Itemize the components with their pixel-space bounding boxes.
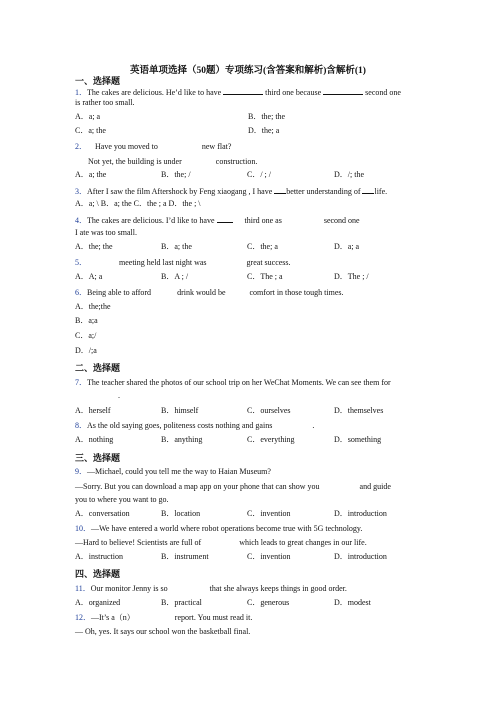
question-number: 4． <box>75 216 87 225</box>
option-b: B．A ; / <box>161 272 189 281</box>
section-heading: 四、选择题 <box>75 569 121 579</box>
question-number: 3． <box>75 187 87 196</box>
question-12: 12．—It’s a（n） report. You must read it. <box>75 613 253 622</box>
blank <box>223 86 263 95</box>
option-d: D．introduction <box>334 552 387 561</box>
option-d: D．The ; / <box>334 272 369 281</box>
question-9-line2: —Sorry. But you can download a map app on your phone that can show you and guide <box>75 482 391 491</box>
option-c: C．a;/ <box>75 331 97 340</box>
option-a: A．the;the <box>75 302 111 311</box>
option-a: A．organized <box>75 598 121 607</box>
option-d: D．themselves <box>334 406 384 415</box>
option-c: C．/ ; / <box>247 170 272 179</box>
section-heading: 二、选择题 <box>75 363 121 373</box>
option-d: D．a; a <box>334 242 360 251</box>
option-c: C．everything <box>247 435 295 444</box>
question-9: 9．—Michael, could you tell me the way to Haian Museum? <box>75 467 271 476</box>
section-heading: 三、选择题 <box>75 453 121 463</box>
option-b: B．location <box>161 509 201 518</box>
question-9-line3: you to where you want to go. <box>75 495 169 504</box>
option-d: D．/; the <box>334 170 364 179</box>
question-3: 3．After I saw the film Aftershock by Feng xiaogang , I have better understanding of life. <box>75 187 388 196</box>
option-b: B．a;a <box>75 316 98 325</box>
option-d: D．the; a <box>248 126 280 135</box>
question-number: 1． <box>75 88 87 97</box>
question-number: 8． <box>75 421 87 430</box>
option-a: A．A; a <box>75 272 103 281</box>
question-7-line2: . <box>118 391 120 400</box>
question-2: 2． Have you moved to new flat? <box>75 142 232 151</box>
question-number: 12． <box>75 613 91 622</box>
question-7: 7．The teacher shared the photos of our school trip on her WeChat Moments. We can see them for <box>75 378 391 387</box>
section-heading: 一、选择题 <box>75 76 121 86</box>
option-c: C．invention <box>247 509 291 518</box>
option-d: D．introduction <box>334 509 387 518</box>
option-c: C．the; a <box>247 242 278 251</box>
option-d: D．something <box>334 435 382 444</box>
question-6: 6．Being able to afford drink would be comfort in those tough times. <box>75 288 344 297</box>
option-a: A．conversation <box>75 509 130 518</box>
option-c: C．The ; a <box>247 272 283 281</box>
option-a: A．nothing <box>75 435 114 444</box>
blank <box>362 185 374 194</box>
option-c: C．a; the <box>75 126 106 135</box>
question-number: 7． <box>75 378 87 387</box>
page-title: 英语单项选择（50题）专项练习(含答案和解析)含解析(1) <box>130 66 366 76</box>
option-c: C．generous <box>247 598 290 607</box>
question-number: 9． <box>75 467 87 476</box>
blank <box>274 185 286 194</box>
question-12-line2: — Oh, yes. It says our school won the basketball final. <box>75 627 251 636</box>
option-d: D．/;a <box>75 346 97 355</box>
question-10: 10．—We have entered a world where robot operations become true with 5G technology. <box>75 524 363 533</box>
question-number: 5． <box>75 258 87 267</box>
question-4: 4．The cakes are delicious. I’d like to have third one as second one <box>75 216 360 225</box>
question-number: 11． <box>75 584 91 593</box>
option-b: B．anything <box>161 435 203 444</box>
question-10-line2: —Hard to believe! Scientists are full of which leads to great changes in our life. <box>75 538 367 547</box>
question-8: 8．As the old saying goes, politeness costs nothing and gains . <box>75 421 315 430</box>
blank <box>217 214 233 223</box>
option-b: B．practical <box>161 598 202 607</box>
options-row: A．a; \ B．a; the C．the ; a D．the ; \ <box>75 199 201 208</box>
option-a: A．a; a <box>75 112 101 121</box>
option-a: A．instruction <box>75 552 123 561</box>
blank <box>323 86 363 95</box>
question-11: 11．Our monitor Jenny is so that she always keeps things in good order. <box>75 584 347 593</box>
option-b: B．a; the <box>161 242 192 251</box>
question-number: 2． <box>75 142 87 151</box>
option-d: D．modest <box>334 598 371 607</box>
question-1-line2: is rather too small. <box>75 98 135 107</box>
option-b: B．the; / <box>161 170 191 179</box>
option-c: C．invention <box>247 552 291 561</box>
option-b: B．instrument <box>161 552 209 561</box>
option-b: B．the; the <box>248 112 286 121</box>
question-2-line2: Not yet, the building is under construction. <box>88 157 258 166</box>
question-4-line2: I ate was too small. <box>75 228 137 237</box>
question-number: 10． <box>75 524 91 533</box>
option-a: A．the; the <box>75 242 113 251</box>
question-1: 1．The cakes are delicious. He’d like to have third one because second one <box>75 88 401 97</box>
option-a: A．herself <box>75 406 111 415</box>
option-b: B．himself <box>161 406 199 415</box>
question-5: 5． meeting held last night was great success. <box>75 258 291 267</box>
question-number: 6． <box>75 288 87 297</box>
option-a: A．a; the <box>75 170 107 179</box>
option-c: C．ourselves <box>247 406 291 415</box>
